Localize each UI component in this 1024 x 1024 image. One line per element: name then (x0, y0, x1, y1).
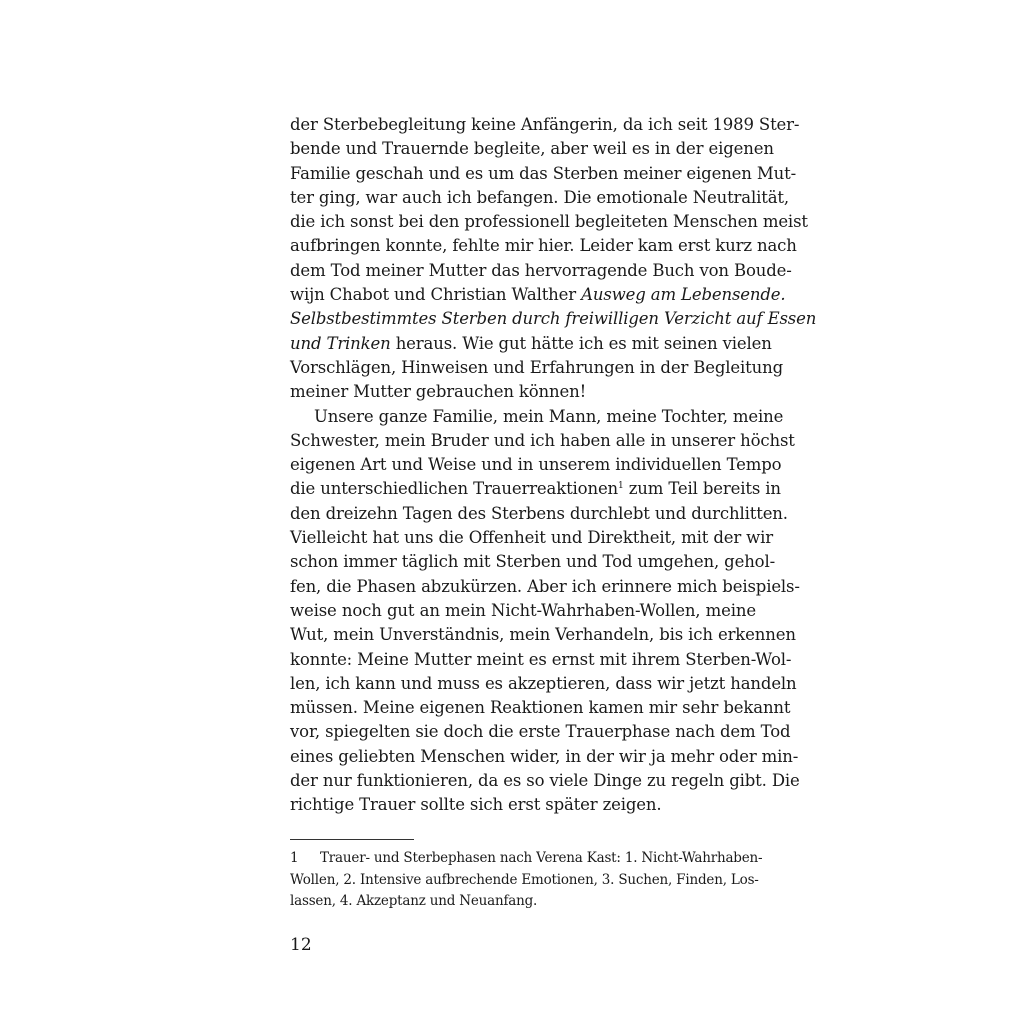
text-line: Unsere ganze Familie, mein Mann, meine Tochter, meine (314, 406, 784, 426)
text-line: Familie geschah und es um das Sterben meiner eigenen Mut- (290, 163, 796, 183)
text-line (290, 307, 817, 331)
text-line (290, 283, 786, 307)
text-line: aufbringen konnte, fehlte mir hier. Leider kam erst kurz nach (290, 236, 797, 256)
footnote-line: Trauer- und Sterbephasen nach Verena Kast: 1. Nicht-Wahrhaben- (320, 850, 763, 866)
footnote-number: 1 (290, 850, 299, 866)
footnote-text (290, 848, 763, 913)
body-text (290, 113, 817, 818)
text-line: len, ich kann und muss es akzeptieren, dass wir jetzt handeln (290, 673, 797, 693)
text-line: richtige Trauer sollte sich erst später zeigen. (290, 795, 662, 815)
text-span: zum Teil bereits in (623, 479, 781, 499)
text-span: heraus. Wie gut hätte ich es mit seinen vielen (390, 333, 772, 353)
text-line: vor, spiegelten sie doch die erste Trauerphase nach dem Tod (290, 722, 791, 742)
text-line: bende und Trauernde begleite, aber weil es in der eigenen (290, 139, 774, 159)
text-line: konnte: Meine Mutter meint es ernst mit ihrem Sterben-Wol- (290, 649, 792, 669)
text-line: müssen. Meine eigenen Reaktionen kamen mir sehr bekannt (290, 698, 791, 718)
text-span: wijn Chabot und Christian Walther (290, 285, 582, 305)
text-line: meiner Mutter gebrauchen können! (290, 382, 587, 402)
text-span: die unterschiedlichen Trauerreaktionen (290, 479, 619, 499)
page-number: 12 (290, 935, 312, 955)
footnote-line: Wollen, 2. Intensive aufbrechende Emotionen, 3. Suchen, Finden, Los- (290, 871, 759, 888)
text-line (290, 477, 781, 501)
text-line: die ich sonst bei den professionell begleiteten Menschen meist (290, 212, 808, 232)
book-title-italic: und Trinken (290, 333, 391, 353)
text-line: Vorschlägen, Hinweisen und Erfahrungen in der Begleitung (290, 357, 784, 377)
text-line: der nur funktionieren, da es so viele Dinge zu regeln gibt. Die (290, 771, 800, 791)
text-line: Vielleicht hat uns die Offenheit und Direktheit, mit der wir (290, 528, 774, 548)
text-line: eigenen Art und Weise und in unserem individuellen Tempo (290, 455, 782, 475)
text-line (290, 332, 772, 356)
footnote-marker[interactable]: 1 (618, 481, 624, 492)
text-line: den dreizehn Tagen des Sterbens durchlebt und durchlitten. (290, 503, 788, 523)
text-line: dem Tod meiner Mutter das hervorragende Buch von Boude- (290, 260, 792, 280)
text-line: schon immer täglich mit Sterben und Tod umgehen, gehol- (290, 552, 776, 572)
book-title-italic: Selbstbestimmtes Sterben durch freiwilligen Verzicht auf Essen (290, 309, 817, 329)
text-line: Wut, mein Unverständnis, mein Verhandeln, bis ich erkennen (290, 625, 796, 645)
book-title-italic: Ausweg am Lebensende. (581, 285, 786, 305)
text-line: ter ging, war auch ich befangen. Die emotionale Neutralität, (290, 187, 789, 207)
text-line: weise noch gut an mein Nicht-Wahrhaben-Wollen, meine (290, 600, 756, 620)
text-line: der Sterbebegleitung keine Anfängerin, da ich seit 1989 Ster- (290, 115, 800, 134)
text-line: eines geliebten Menschen wider, in der wir ja mehr oder min- (290, 746, 799, 766)
text-line: fen, die Phasen abzukürzen. Aber ich erinnere mich beispiels- (290, 576, 800, 596)
text-line: Schwester, mein Bruder und ich haben alle in unserer höchst (290, 430, 795, 450)
footnote-divider (290, 839, 414, 840)
footnote-line: lassen, 4. Akzeptanz und Neuanfang. (290, 893, 538, 909)
